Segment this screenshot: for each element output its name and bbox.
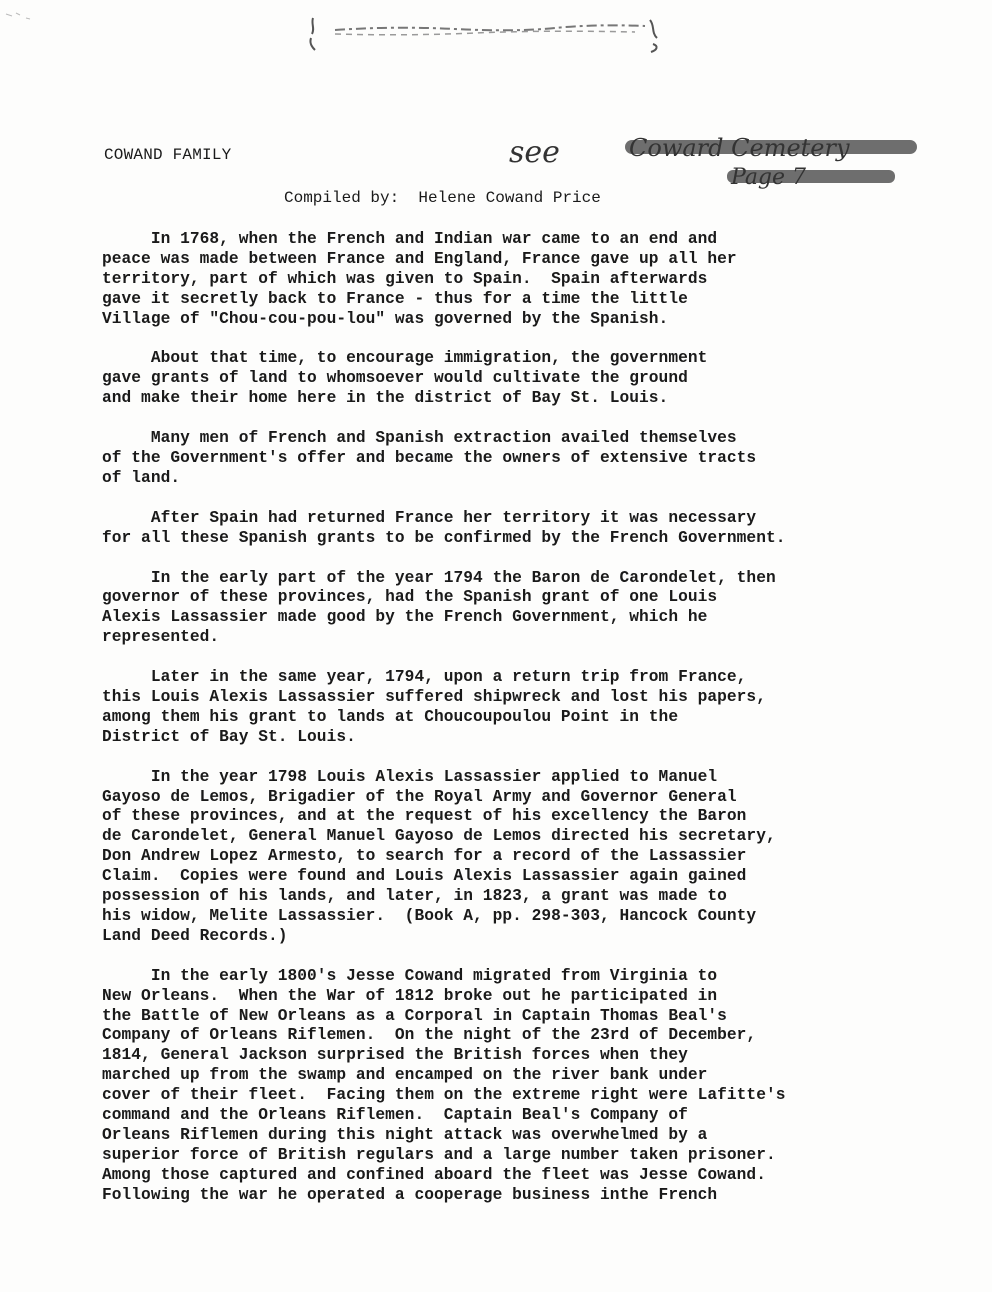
text-line: Claim. Copies were found and Louis Alexis Lassassier again gained [102, 867, 747, 886]
corner-smudge [4, 8, 44, 28]
text-line: among them his grant to lands at Choucoupoulou Point in the [102, 707, 679, 726]
text-line: his widow, Melite Lassassier. (Book A, pp. 298-303, Hancock County [102, 906, 757, 925]
paragraph [102, 967, 962, 1206]
text-line: of land. [102, 468, 181, 487]
text-line: District of Bay St. Louis. [102, 727, 356, 746]
text-line: of the Government's offer and became the owners of extensive tracts [102, 449, 757, 468]
text-line: Village of "Chou-cou-pou-lou" was governed by the Spanish. [102, 309, 669, 328]
text-line: command and the Orleans Riflemen. Captain Beal's Company of [102, 1105, 688, 1124]
text-line: Gayoso de Lemos, Brigadier of the Royal Army and Governor General [102, 787, 737, 806]
text-line: In 1768, when the French and Indian war came to an end and [102, 230, 718, 248]
text-line: the Battle of New Orleans as a Corporal in Captain Thomas Beal's [102, 1006, 727, 1025]
paragraph [102, 349, 962, 409]
text-line: About that time, to encourage immigration, the government [102, 349, 708, 368]
text-line: governor of these provinces, had the Spanish grant of one Louis [102, 588, 718, 607]
text-line: and make their home here in the district of Bay St. Louis. [102, 389, 669, 408]
struck-annotation-line1: Coward Cemetery [629, 134, 850, 162]
paragraph [102, 230, 962, 329]
handwritten-see: see [509, 135, 560, 170]
text-line: In the early part of the year 1794 the Baron de Carondelet, then [102, 568, 776, 587]
text-line: Land Deed Records.) [102, 926, 288, 945]
paragraph [102, 768, 962, 947]
text-line: Many men of French and Spanish extraction availed themselves [102, 429, 737, 448]
text-line: cover of their fleet. Facing them on the extreme right were Lafitte's [102, 1086, 786, 1105]
paragraph [102, 668, 962, 748]
document-title: COWAND FAMILY [104, 146, 232, 164]
text-line: gave it secretly back to France - thus for a time the little [102, 289, 688, 308]
text-line: possession of his lands, and later, in 1823, a grant was made to [102, 887, 727, 906]
text-line: marched up from the swamp and encamped on the river bank under [102, 1066, 708, 1085]
text-line: 1814, General Jackson surprised the British forces when they [102, 1046, 688, 1065]
handwritten-annotation [505, 126, 935, 196]
text-line: Company of Orleans Riflemen. On the night of the 23rd of December, [102, 1026, 757, 1045]
text-line: territory, part of which was given to Spain. Spain afterwards [102, 269, 708, 288]
text-line: Orleans Riflemen during this night attack was overwhelmed by a [102, 1125, 708, 1144]
text-line: of these provinces, and at the request of his excellency the Baron [102, 807, 747, 826]
text-line: Later in the same year, 1794, upon a return trip from France, [102, 668, 747, 687]
text-line: peace was made between France and England, France gave up all her [102, 249, 737, 268]
text-line: In the early 1800's Jesse Cowand migrated from Virginia to [102, 966, 718, 985]
text-line: Following the war he operated a cooperage business inthe French [102, 1185, 718, 1204]
struck-annotation-line2: Page 7 [731, 165, 807, 190]
text-line: After Spain had returned France her territory it was necessary [102, 508, 757, 527]
document-body [102, 230, 962, 1225]
text-line: Don Andrew Lopez Armesto, to search for a record of the Lassassier [102, 847, 747, 866]
text-line: Alexis Lassassier made good by the French Government, which he [102, 608, 708, 627]
compiled-by-line: Compiled by: Helene Cowand Price [284, 189, 601, 207]
text-line: for all these Spanish grants to be confirmed by the French Government. [102, 528, 786, 547]
text-line: New Orleans. When the War of 1812 broke out he participated in [102, 986, 718, 1005]
text-line: Among those captured and confined aboard the fleet was Jesse Cowand. [102, 1165, 766, 1184]
text-line: represented. [102, 628, 220, 647]
paragraph [102, 569, 962, 649]
text-line: de Carondelet, General Manuel Gayoso de Lemos directed his secretary, [102, 827, 776, 846]
text-line: superior force of British regulars and a large number taken prisoner. [102, 1145, 776, 1164]
paragraph [102, 429, 962, 489]
text-line: In the year 1798 Louis Alexis Lassassier applied to Manuel [102, 767, 718, 786]
text-line: this Louis Alexis Lassassier suffered shipwreck and lost his papers, [102, 688, 766, 707]
top-smudge-marks [305, 14, 675, 54]
paragraph [102, 509, 962, 549]
text-line: gave grants of land to whomsoever would cultivate the ground [102, 369, 688, 388]
